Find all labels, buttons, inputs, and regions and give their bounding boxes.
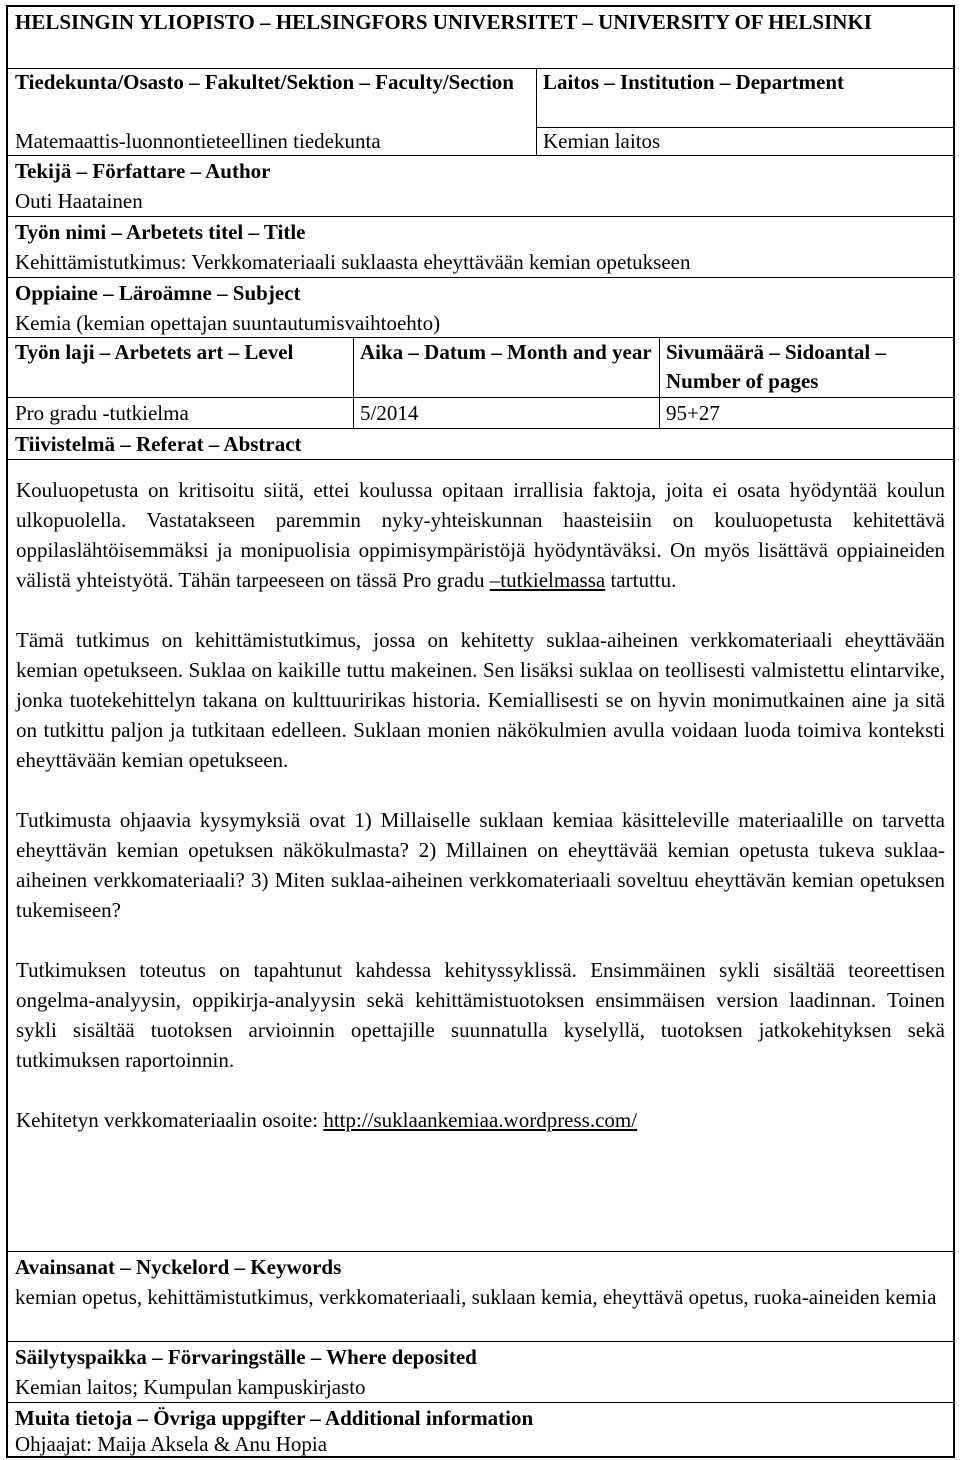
level-label: Työn laji ‒ Arbetets art ‒ Level bbox=[15, 340, 294, 364]
author-label: Tekijä ‒ Författare ‒ Author bbox=[15, 159, 271, 183]
faculty-value: Matemaattis-luonnontieteellinen tiedekunta bbox=[15, 129, 381, 153]
date-label: Aika ‒ Datum ‒ Month and year bbox=[360, 340, 652, 364]
subject-value: Kemia (kemian opettajan suuntautumisvaihtoehto) bbox=[15, 311, 441, 335]
additional-value: Ohjaajat: Maija Aksela & Anu Hopia bbox=[15, 1432, 328, 1456]
abstract-label: Tiivistelmä ‒ Referat ‒ Abstract bbox=[15, 432, 302, 456]
university-header: HELSINGIN YLIOPISTO ‒ HELSINGFORS UNIVERSITET ‒ UNIVERSITY OF HELSINKI bbox=[15, 10, 872, 34]
department-value: Kemian laitos bbox=[543, 129, 661, 153]
website-link[interactable]: http://suklaankemiaa.wordpress.com/ bbox=[323, 1108, 638, 1132]
column-divider bbox=[536, 68, 537, 155]
abstract-text-underlined: ‒tutkielmassa bbox=[489, 568, 606, 592]
abstract-form bbox=[6, 5, 955, 1458]
subject-label: Oppiaine ‒ Läroämne ‒ Subject bbox=[15, 281, 301, 305]
author-value: Outi Haatainen bbox=[15, 189, 143, 213]
title-label: Työn nimi ‒ Arbetets titel ‒ Title bbox=[15, 220, 306, 244]
keywords-label: Avainsanat ‒ Nyckelord ‒ Keywords bbox=[15, 1255, 342, 1279]
divider bbox=[8, 459, 953, 460]
abstract-text: Kouluopetusta on kritisoitu siitä, ettei koulussa opitaan irrallisia faktoja, joita ei osata hyödyntää koulun ulkopuolella. Vastatakseen paremmin nyky-yhteiskunnan haasteisiin on kouluopetusta kehitettävä oppilaslähtöisemmäksi ja monipuolisia oppimisympäristöjä hyödyntäväksi. On myös lisättävä oppiaineiden välistä yhteistyötä. Tähän tarpeeseen on tässä Pro gradu bbox=[16, 478, 945, 592]
abstract-paragraph-3: Tutkimusta ohjaavia kysymyksiä ovat 1) Millaiselle suklaan kemiaa käsitteleville materiaalille on tarvetta eheyttävän kemian opetuksen näkökulmasta? 2) Millainen on eheyttävää kemian opetusta tukeva suklaa-aiheinen verkkomateriaali? 3) Miten suklaa-aiheinen verkkomateriaali soveltuu eheyttävän kemian opetuksen tukemiseen? bbox=[16, 808, 945, 922]
abstract-text: Kehitetyn verkkomateriaalin osoite: bbox=[16, 1108, 324, 1132]
date-value: 5/2014 bbox=[360, 401, 419, 425]
title-value: Kehittämistutkimus: Verkkomateriaali suklaasta eheyttävään kemian opetukseen bbox=[15, 250, 691, 274]
faculty-label: Tiedekunta/Osasto ‒ Fakultet/Sektion ‒ Faculty/Section bbox=[15, 70, 514, 94]
abstract-paragraph-4: Tutkimuksen toteutus on tapahtunut kahdessa kehityssyklissä. Ensimmäinen sykli sisältää teoreettisen ongelma-analyysin, oppikirja-analyysin sekä kehittämistuotoksen ensimmäisen version laadinnan. Toinen sykli sisältää tuotoksen arvioinnin opettajille suunnatulla kyselyllä, tuotoksen jatkokehityksen sekä tutkimuksen raportoinnin. bbox=[16, 958, 945, 1072]
additional-label: Muita tietoja ‒ Övriga uppgifter ‒ Additional information bbox=[15, 1406, 534, 1430]
abstract-paragraph-5 bbox=[16, 1105, 945, 1135]
deposited-value: Kemian laitos; Kumpulan kampuskirjasto bbox=[15, 1375, 366, 1399]
department-label: Laitos ‒ Institution ‒ Department bbox=[543, 70, 845, 94]
pages-value: 95+27 bbox=[666, 401, 720, 425]
abstract-body bbox=[8, 475, 953, 1165]
keywords-value: kemian opetus, kehittämistutkimus, verkkomateriaali, suklaan kemia, eheyttävä opetus, ruoka-aineiden kemia bbox=[15, 1285, 937, 1309]
column-divider bbox=[659, 337, 660, 428]
column-divider bbox=[353, 337, 354, 428]
abstract-text: tartuttu. bbox=[605, 568, 677, 592]
abstract-paragraph-1 bbox=[16, 475, 945, 595]
level-value: Pro gradu -tutkielma bbox=[15, 401, 189, 425]
pages-label: Sivumäärä ‒ Sidoantal ‒ Number of pages bbox=[666, 340, 886, 393]
abstract-paragraph-2: Tämä tutkimus on kehittämistutkimus, jossa on kehitetty suklaa-aiheinen verkkomateriaali eheyttävään kemian opetukseen. Suklaa on kaikille tuttu makeinen. Sen lisäksi suklaa on teollisesti valmistettu elintarvike, jonka tuotekehittelyn takana on kulttuuririkas historia. Kemiallisesti se on hyvin monimutkainen aine ja sitä on tutkittu paljon ja tutkitaan edelleen. Suklaan monien näkökulmien avulla voidaan luoda toimiva konteksti eheyttävään kemian opetukseen. bbox=[16, 628, 945, 772]
deposited-label: Säilytyspaikka ‒ Förvaringställe ‒ Where deposited bbox=[15, 1345, 477, 1369]
